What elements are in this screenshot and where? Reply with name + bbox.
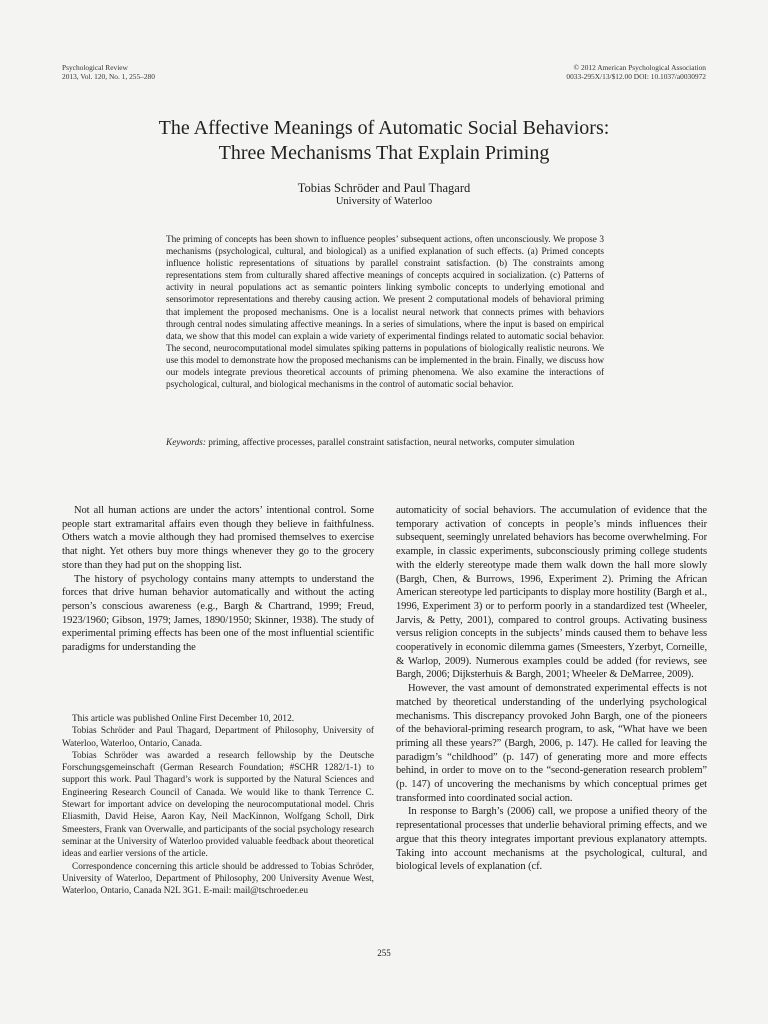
doi-text: 0033-295X/13/$12.00 DOI: 10.1037/a0030972 [566, 72, 706, 81]
journal-volume: 2013, Vol. 120, No. 1, 255–280 [62, 72, 155, 81]
page-number: 255 [377, 948, 391, 958]
body-paragraph: The history of psychology contains many attempts to understand the forces that drive human behavior automatically and without the acting person’s conscious awareness (e.g., Bargh & Chartrand, 1999; Freud, 1923/1960; Gibson, 1979; James, 1890/1950; Skinner, 1938). The study of experimental priming effects has been one of the most influential scientific paradigms for understanding the [62, 573, 374, 654]
footnotes [62, 713, 374, 897]
title-line-2: Three Mechanisms That Explain Priming [218, 142, 550, 164]
footnote: Tobias Schröder was awarded a research fellowship by the Deutsche Forschungsgemeinschaft (German Research Foundation; #SCHR 1282/1-1) to support this work. Paul Thagard’s work is supported by the Natural Sciences and Engineering Research Council of Canada. We would like to thank Terrence C. Stewart for important advice on developing the neurocomputational model. Chris Eliasmith, David Heise, Aaron Kay, Neil MacKinnon, Wolfgang Scholl, Dirk Smeesters, Frank van Overwalle, and participants of the social psychology research seminar at the University of Waterloo provided valuable feedback about theoretical ideas and earlier versions of the article. [62, 750, 374, 860]
copyright-text: © 2012 American Psychological Association [573, 63, 706, 72]
journal-header [62, 63, 155, 81]
keywords-text: priming, affective processes, parallel constraint satisfaction, neural networks, computer simulation [208, 438, 575, 448]
body-paragraph: However, the vast amount of demonstrated experimental effects is not matched by theoretical understanding of the underlying psychological mechanisms. This discrepancy provoked John Bargh, one of the pioneers of the behavioral-priming research program, to ask, “What have we been priming all these years?” (Bargh, 2006, p. 147). He called for leaving the paradigm’s “childhood” (p. 147) of generating more and more effects behind, in order to move on to the “second-generation research problem” (p. 147) of uncovering the mechanisms by which conceptual primes get transformed into coordinated social action. [396, 683, 707, 804]
footnote: Correspondence concerning this article should be addressed to Tobias Schröder, University of Waterloo, Department of Philosophy, 200 University Avenue West, Waterloo, Ontario, Canada N2L 3G1. E-mail: mail@tschroeder.eu [62, 861, 374, 897]
body-column-left [62, 504, 374, 655]
body-paragraph: automaticity of social behaviors. The accumulation of evidence that the temporary activation of concepts in people’s minds influences their subsequent, seemingly unrelated behaviors has become overwhelming. For example, in classic experiments, subconsciously priming college students with the elderly stereotype made them walk down the hall more slowly (Bargh, Chen, & Burrows, 1996, Experiment 2). Priming the African American stereotype led participants to display more hostility (Bargh et al., 1996, Experiment 3) or to perform poorly in a standardized test (Wheeler, Jarvis, & Petty, 2001), compared to control groups. Activating business versus religion concepts in the subjects’ minds caused them to behave less cooperatively in economic dilemma games (Smeesters, Yzerbyt, Corneille, & Warlop, 2009). Numerous examples could be added (for reviews, see Bargh, 2006; Dijksterhuis & Bargh, 2001; Wheeler & DeMarree, 2009). [396, 505, 707, 681]
affiliation: University of Waterloo [335, 196, 433, 207]
title-line-1: The Affective Meanings of Automatic Social Behaviors: [158, 117, 610, 139]
copyright-header [566, 63, 706, 81]
authors: Tobias Schröder and Paul Thagard [297, 181, 471, 195]
body-paragraph: In response to Bargh’s (2006) call, we propose a unified theory of the representational processes that underlie behavioral priming effects, and we argue that this theory integrates important previous explanatory attempts. Taking into account mechanisms at the psychological, cultural, and biological levels of explanation (cf. [396, 806, 707, 873]
body-column-right [396, 504, 707, 874]
keywords [166, 437, 604, 449]
keywords-label: Keywords: [166, 438, 206, 448]
article-title [0, 116, 768, 166]
footnote: This article was published Online First December 10, 2012. [72, 714, 295, 724]
footnote: Tobias Schröder and Paul Thagard, Department of Philosophy, University of Waterloo, Waterloo, Ontario, Canada. [62, 726, 374, 749]
journal-name: Psychological Review [62, 63, 128, 72]
body-paragraph: Not all human actions are under the actors’ intentional control. Some people start extramarital affairs even though they believe in faithfulness. Others watch a movie although they had promised themselves to exercise that night. Yet others buy more things whenever they go to the grocery store than they had put on the shopping list. [62, 505, 374, 571]
abstract: The priming of concepts has been shown to influence peoples’ subsequent actions, often unconsciously. We propose 3 mechanisms (psychological, cultural, and biological) as a unified explanation of such effects. (a) Primed concepts influence holistic representations of situations by parallel constraint satisfaction. (b) The constraints among representations stem from culturally shared affective meanings of concepts acquired in socialization. (c) Patterns of activity in neural populations act as semantic pointers linking symbolic concepts to underlying emotional and sensorimotor representations and thereby causing action. We present 2 computational models of behavioral priming that implement the proposed mechanisms. One is a localist neural network that connects primes with behaviors through central nodes simulating affective meanings. In a series of simulations, where the input is based on empirical data, we show that this model can explain a wide variety of experimental findings related to automatic social behavior. The second, neurocomputational model simulates spiking patterns in populations of biologically realistic neurons. We use this model to demonstrate how the proposed mechanisms can be implemented in the brain. Finally, we discuss how our models integrate previous theoretical accounts of priming phenomena. We also examine the interactions of psychological, cultural, and biological mechanisms in the control of automatic social behavior. [166, 235, 604, 391]
